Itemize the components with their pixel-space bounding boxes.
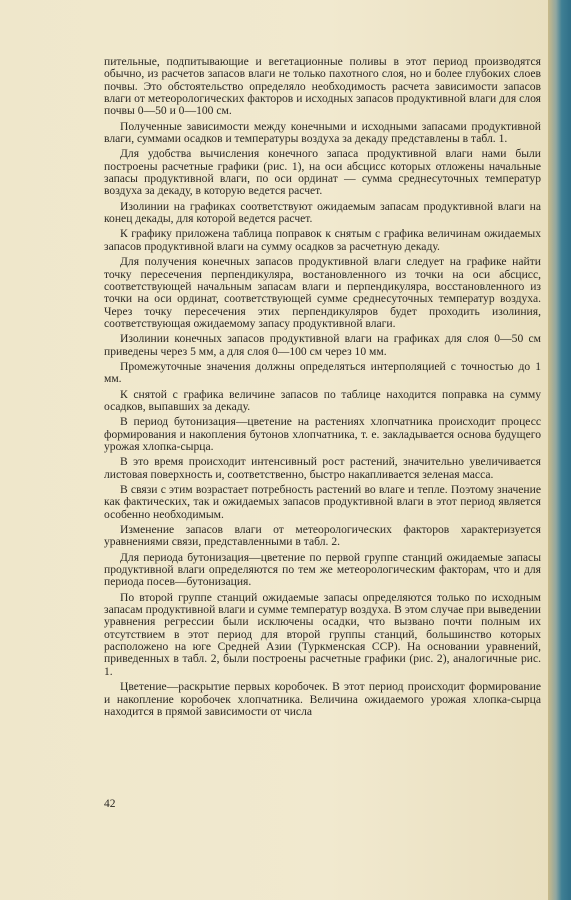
paragraph: Промежуточные значения должны определяться интерполяцией с точностью до 1 мм. (104, 359, 541, 386)
paragraph: Изолинии на графиках соответствуют ожидаемым запасам продуктивной влаги на конец декады, для которой ведется расчет. (104, 199, 541, 226)
body-text (104, 56, 541, 721)
book-spine (548, 0, 571, 900)
paragraph: Цветение—раскрытие первых коробочек. В этот период происходит формирование и накопление коробочек хлопчатника. Величина ожидаемого урожая хлопка-сырца находится в прямой зависимости от числа (104, 680, 541, 718)
paragraph: В связи с этим возрастает потребность растений во влаге и тепле. Поэтому значение как фактических, так и ожидаемых запасов продуктивной влаги в этот период является особенно необходимым. (104, 483, 541, 521)
paragraph: В это время происходит интенсивный рост растений, значительно увеличивается листовая поверхность и, соответственно, быстро накапливается зеленая масса. (104, 455, 541, 481)
paragraph: Изменение запасов влаги от метеорологических факторов характеризуется уравнениями связи, представленными в табл. 2. (104, 523, 541, 549)
paragraph: К снятой с графика величине запасов по таблице находится поправка на сумму осадков, выпавших за декаду. (104, 387, 541, 413)
paragraph: Изолинии конечных запасов продуктивной влаги на графиках для слоя 0—50 см приведены через 5 мм, а для слоя 0—100 см через 10 мм. (104, 332, 541, 358)
paragraph: В период бутонизация—цветение на растениях хлопчатника происходит процесс формирования и накопления бутонов хлопчатника, т. е. закладывается основа будущего урожая хлопка-сырца. (104, 415, 541, 453)
paragraph: пительные, подпитывающие и вегетационные поливы в этот период производятся обычно, из расчетов запасов влаги не только пахотного слоя, но и более глубоких слоев почвы. Это обстоятельство определяло необходимость расчета зависимости запасов влаги от метеорологических факторов и исходных запасов продуктивной влаги для слоя почвы 0—50 и 0—100 см. (104, 55, 541, 118)
paragraph: Для удобства вычисления конечного запаса продуктивной влаги нами были построены расчетные графики (рис. 1), на оси абсцисс которых отложены начальные запасы продуктивной влаги, по оси ординат — сумма среднесуточных температур воздуха за декаду, в которую ведется расчет. (104, 147, 541, 198)
paragraph: Для периода бутонизация—цветение по первой группе станций ожидаемые запасы продуктивной влаги определяются по тем же метеорологическим факторам, что и для периода посев—бутонизация. (104, 550, 541, 589)
paragraph: По второй группе станций ожидаемые запасы определяются только по исходным запасам продуктивной влаги и сумме температур воздуха. В этом случае при выведении уравнения регрессии были исключены осадки, что вызвано почти полным их отсутствием в этот период для второй группы станций, большинство которых расположено на юге Средней Азии (Туркменская ССР). На основании уравнений, приведенных в табл. 2, были построены расчетные графики (рис. 2), аналогичные рис. 1. (104, 590, 541, 678)
paragraph: К графику приложена таблица поправок к снятым с графика величинам ожидаемых запасов продуктивной влаги на сумму осадков за расчетную декаду. (104, 227, 541, 253)
paragraph: Для получения конечных запасов продуктивной влаги следует на графике найти точку пересечения перпендикуляра, востановленного из точки на оси абсцисс, соответствующей начальным запасам влаги и перпендикуляра, восстановленного из точки на оси ординат, соответствующей сумме среднесуточных температур воздуха. Через точку пересечения этих перпендикуляров будет проходить изолиния, соответствующая ожидаемому запасу продуктивной влаги. (104, 255, 541, 330)
paragraph: Полученные зависимости между конечными и исходными запасами продуктивной влаги, суммами осадков и температуры воздуха за декаду представлены в табл. 1. (104, 119, 541, 146)
page-number: 42 (104, 798, 116, 810)
